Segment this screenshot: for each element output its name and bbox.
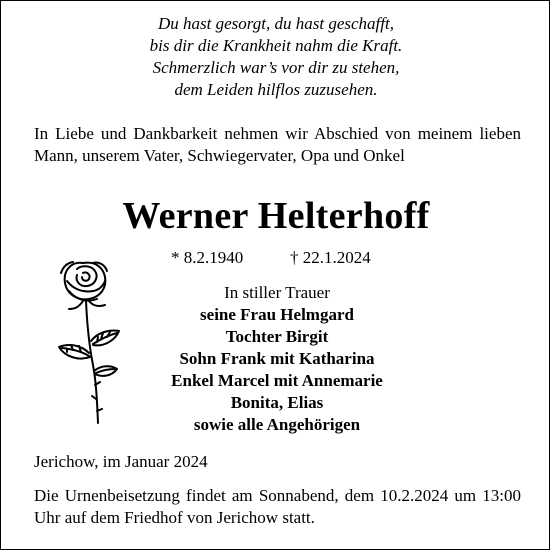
mourner-line: Tochter Birgit	[225, 327, 329, 346]
mourner-line: seine Frau Helmgard	[200, 305, 354, 324]
burial-notice: Die Urnenbeisetzung findet am Sonnabend, dem 10.2.2024 um 13:00 Uhr auf dem Friedhof von Jerichow statt.	[34, 486, 521, 527]
poem-line: Du hast gesorgt, du hast geschafft,	[158, 14, 394, 33]
poem-line: bis dir die Krankheit nahm die Kraft.	[149, 36, 403, 55]
farewell-intro: In Liebe und Dankbarkeit nehmen wir Abschied von meinem lieben Mann, unserem Vater, Schwiegervater, Opa und Onkel	[34, 124, 521, 165]
mourner-line: sowie alle Angehörigen	[193, 415, 361, 434]
poem-line: Schmerzlich war’s vor dir zu stehen,	[152, 58, 400, 77]
place-and-date: Jerichow, im Januar 2024	[34, 452, 208, 471]
death-date: † 22.1.2024	[290, 248, 371, 267]
mourners-list	[127, 282, 427, 436]
mourner-line: Enkel Marcel mit Annemarie	[171, 371, 383, 390]
birth-date: * 8.2.1940	[171, 248, 244, 267]
deceased-name: Werner Helterhoff	[122, 195, 430, 237]
mourner-line: Bonita, Elias	[230, 393, 324, 412]
poem	[1, 13, 550, 101]
poem-line: dem Leiden hilflos zuzusehen.	[174, 80, 378, 99]
mourner-line: Sohn Frank mit Katharina	[179, 349, 375, 368]
mourners-heading: In stiller Trauer	[224, 283, 330, 302]
rose-icon	[53, 253, 125, 429]
